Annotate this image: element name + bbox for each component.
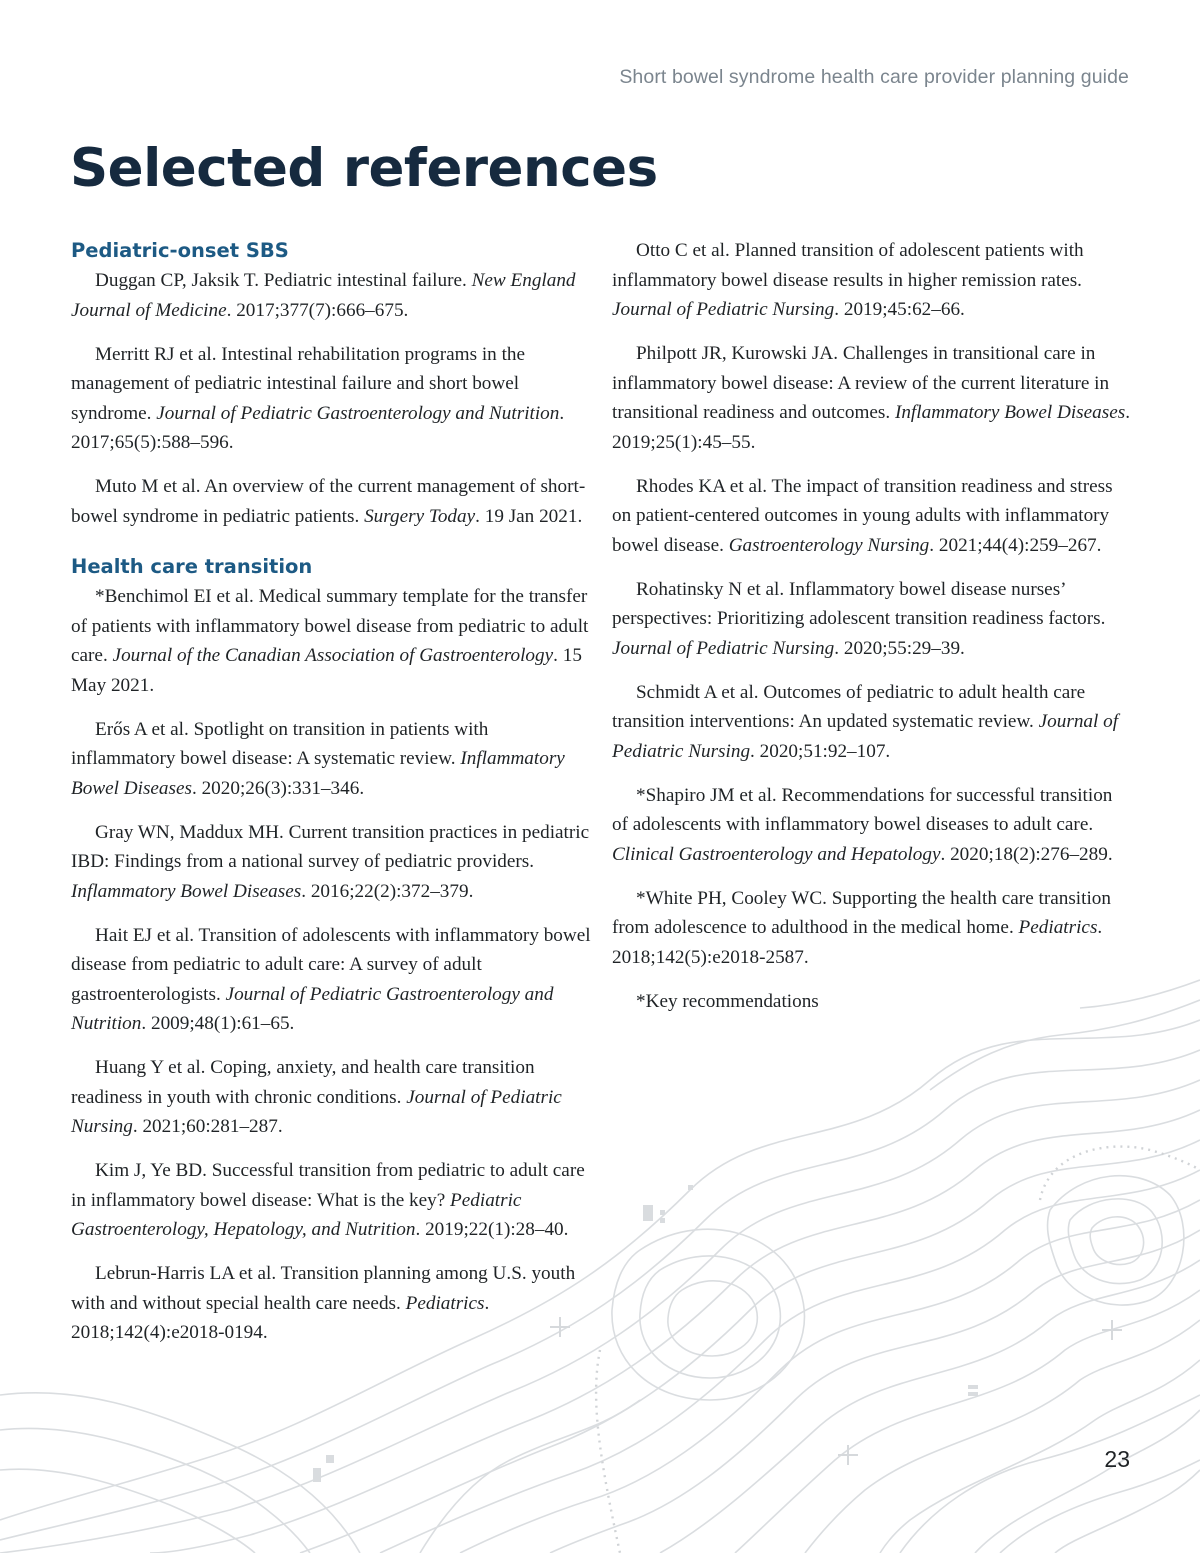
- reference-item: *White PH, Cooley WC. Supporting the health care transition from adolescence to adulthood in the medical home. Pediatrics. 2018;142(5):e2018-2587.: [612, 887, 1111, 968]
- journal-title: Pediatrics: [405, 1292, 485, 1314]
- reference-item: Philpott JR, Kurowski JA. Challenges in transitional care in inflammatory bowel disease: A review of the current literature in transitional readiness and outcomes. Inflammatory Bowel Diseases. 2019;25(1):45–55.: [612, 343, 1130, 453]
- reference-item: Huang Y et al. Coping, anxiety, and health care transition readiness in youth with chronic conditions. Journal of Pediatric Nursing. 2021;60:281–287.: [71, 1057, 562, 1137]
- reference-item: *Benchimol EI et al. Medical summary template for the transfer of patients with inflammatory bowel disease from pediatric to adult care. Journal of the Canadian Association of Gastroenterology. 15 May 2021.: [71, 586, 589, 696]
- journal-title: Journal of Pediatric Nursing: [71, 1086, 562, 1137]
- reference-item: Schmidt A et al. Outcomes of pediatric to adult health care transition interventions: An updated systematic review. Journal of Pediatric Nursing. 2020;51:92–107.: [612, 681, 1119, 762]
- right-column: [612, 236, 1132, 1031]
- journal-title: Inflammatory Bowel Diseases: [71, 748, 565, 799]
- journal-title: Journal of Pediatric Gastroenterology and Nutrition: [71, 983, 554, 1034]
- reference-item: Otto C et al. Planned transition of adolescent patients with inflammatory bowel disease results in higher remission rates. Journal of Pediatric Nursing. 2019;45:62–66.: [612, 240, 1084, 320]
- reference-item: Duggan CP, Jaksik T. Pediatric intestinal failure. New England Journal of Medicine. 2017;377(7):666–675.: [71, 270, 576, 321]
- reference-item: Gray WN, Maddux MH. Current transition practices in pediatric IBD: Findings from a national survey of pediatric providers. Inflammatory Bowel Diseases. 2016;22(2):372–379.: [71, 821, 590, 902]
- reference-item: Hait EJ et al. Transition of adolescents with inflammatory bowel disease from pediatric to adult care: A survey of adult gastroenterologists. Journal of Pediatric Gastroenterology and Nutrition. 2009;48(1):61–65.: [71, 924, 591, 1034]
- journal-title: Gastroenterology Nursing: [728, 534, 930, 556]
- section-heading-health-care-transition: Health care transition: [71, 555, 313, 578]
- journal-title: Journal of the Canadian Association of Gastroenterology: [112, 645, 554, 666]
- reference-item: *Shapiro JM et al. Recommendations for successful transition of adolescents with inflammatory bowel diseases to adult care. Clinical Gastroenterology and Hepatology. 2020;18(2):276–289.: [612, 784, 1113, 865]
- journal-title: Inflammatory Bowel Diseases: [71, 880, 302, 902]
- reference-item: Rhodes KA et al. The impact of transition readiness and stress on patient-centered outcomes in young adults with inflammatory bowel disease. Gastroenterology Nursing. 2021;44(4):259–267.: [612, 475, 1113, 556]
- journal-title: Journal of Pediatric Nursing: [612, 637, 835, 659]
- reference-item: Kim J, Ye BD. Successful transition from pediatric to adult care in inflammatory bowel disease: What is the key? Pediatric Gastroenterology, Hepatology, and Nutrition. 2019;22(1):28–40.: [71, 1160, 585, 1240]
- page-number: 23: [1104, 1446, 1130, 1472]
- reference-item: Muto M et al. An overview of the current management of short-bowel syndrome in pediatric patients. Surgery Today. 19 Jan 2021.: [71, 476, 586, 527]
- section-heading-pediatric-onset-sbs: Pediatric-onset SBS: [71, 239, 289, 262]
- left-column: [71, 236, 591, 1362]
- journal-title: Inflammatory Bowel Diseases: [894, 402, 1126, 423]
- page-title: Selected references: [70, 138, 658, 199]
- running-header: Short bowel syndrome health care provider planning guide: [619, 66, 1129, 88]
- journal-title: Pediatric Gastroenterology, Hepatology, and Nutrition: [71, 1189, 522, 1240]
- journal-title: Surgery Today: [364, 505, 476, 527]
- journal-title: Pediatrics: [1018, 917, 1098, 938]
- journal-title: Journal of Pediatric Nursing: [612, 299, 835, 320]
- journal-title: Journal of Pediatric Gastroenterology and Nutrition: [156, 402, 560, 424]
- journal-title: New England Journal of Medicine: [71, 270, 576, 321]
- journal-title: Clinical Gastroenterology and Hepatology: [612, 843, 941, 865]
- key-recommendations-footnote: *Key recommendations: [636, 990, 819, 1012]
- reference-item: Erős A et al. Spotlight on transition in patients with inflammatory bowel disease: A systematic review. Inflammatory Bowel Diseases. 2020;26(3):331–346.: [71, 718, 565, 799]
- journal-title: Journal of Pediatric Nursing: [612, 711, 1119, 762]
- reference-item: Merritt RJ et al. Intestinal rehabilitation programs in the management of pediatric intestinal failure and short bowel syndrome. Journal of Pediatric Gastroenterology and Nutrition. 2017;65(5):588–596.: [71, 343, 565, 453]
- reference-item: Rohatinsky N et al. Inflammatory bowel disease nurses’ perspectives: Prioritizing adolescent transition readiness factors. Journal of Pediatric Nursing. 2020;55:29–39.: [612, 578, 1106, 659]
- reference-item: Lebrun-Harris LA et al. Transition planning among U.S. youth with and without special health care needs. Pediatrics. 2018;142(4):e2018-0194.: [71, 1263, 576, 1343]
